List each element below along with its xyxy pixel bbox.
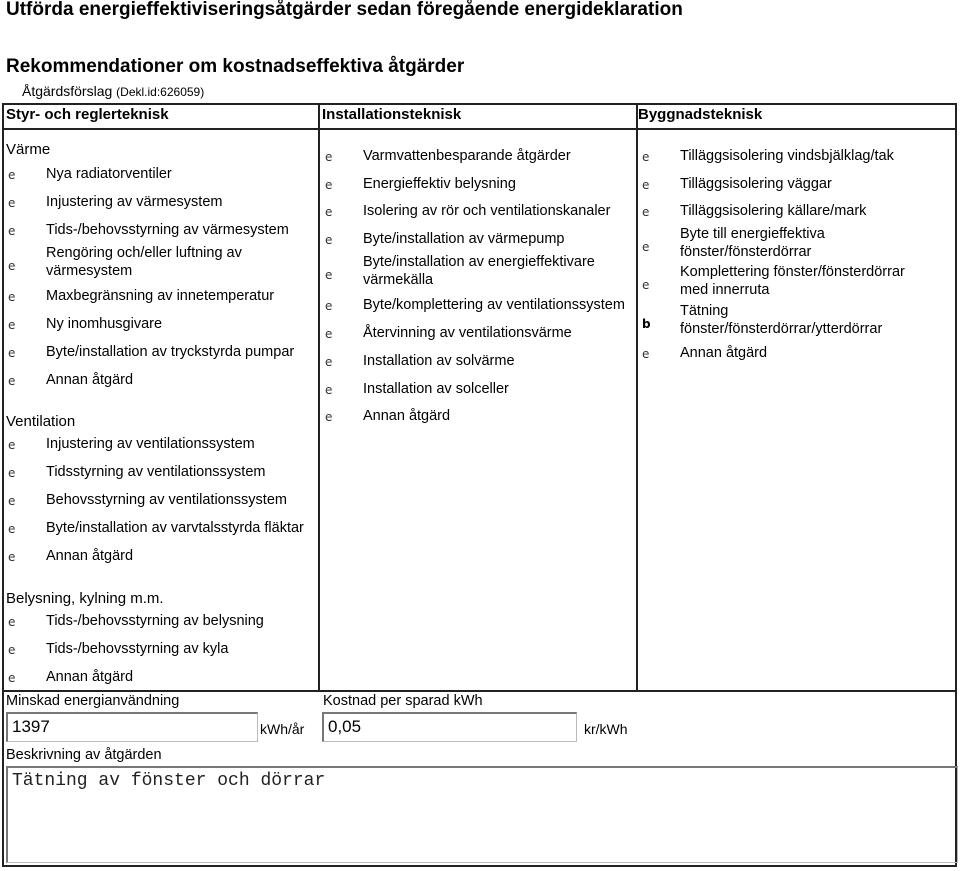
checkbox-icon[interactable]: e xyxy=(325,327,333,341)
checkbox-icon[interactable]: e xyxy=(8,224,16,238)
checkbox-icon[interactable]: e xyxy=(8,438,16,452)
checkbox-icon[interactable]: e xyxy=(8,522,16,536)
checkbox-icon[interactable]: e xyxy=(8,671,16,685)
checkbox-icon[interactable]: e xyxy=(325,355,333,369)
checkbox-icon[interactable]: e xyxy=(8,643,16,657)
reduced-energy-field[interactable]: 1397 xyxy=(6,712,258,742)
fields-divider xyxy=(2,690,957,692)
checkbox-icon[interactable]: e xyxy=(325,150,333,164)
checkbox-icon[interactable]: e xyxy=(325,233,333,247)
reduced-energy-unit: kWh/år xyxy=(260,721,305,737)
checkbox-icon[interactable]: e xyxy=(8,550,16,564)
proposal-heading xyxy=(22,83,204,99)
column-header-control: Styr- och reglerteknisk xyxy=(6,106,169,123)
checkbox-icon[interactable]: e xyxy=(8,196,16,210)
checkbox-icon[interactable]: e xyxy=(642,205,650,219)
header-divider xyxy=(2,128,957,130)
description-textarea[interactable]: Tätning av fönster och dörrar xyxy=(6,766,958,863)
checkbox-icon[interactable]: e xyxy=(642,278,650,292)
checkbox-icon[interactable]: e xyxy=(325,299,333,313)
checked-checkbox-icon[interactable]: b xyxy=(642,317,651,331)
checkbox-icon[interactable]: e xyxy=(8,374,16,388)
checkbox-icon[interactable]: e xyxy=(642,178,650,192)
checkbox-icon[interactable]: e xyxy=(325,410,333,424)
checkbox-icon[interactable]: e xyxy=(642,240,650,254)
page-title: Utförda energieffektiviseringsåtgärder sedan föregående energideklaration xyxy=(6,0,683,20)
checkbox-icon[interactable]: e xyxy=(8,318,16,332)
description-label: Beskrivning av åtgärden xyxy=(6,747,162,763)
section-lighting: Belysning, kylning m.m. xyxy=(6,590,164,607)
checkbox-icon[interactable]: e xyxy=(8,494,16,508)
checkbox-icon[interactable]: e xyxy=(8,168,16,182)
section-heating: Värme xyxy=(6,141,51,158)
column-header-building: Byggnadsteknisk xyxy=(638,106,763,123)
cost-per-kwh-label: Kostnad per sparad kWh xyxy=(323,693,483,709)
checkbox-icon[interactable]: e xyxy=(8,615,16,629)
column-header-installation: Installationsteknisk xyxy=(322,106,462,123)
column-divider-2 xyxy=(636,103,638,691)
cost-per-kwh-field[interactable]: 0,05 xyxy=(322,712,577,742)
checkbox-icon[interactable]: e xyxy=(325,205,333,219)
column-divider-1 xyxy=(318,103,320,691)
reduced-energy-label: Minskad energianvändning xyxy=(6,693,180,709)
proposal-label: Åtgärdsförslag xyxy=(22,83,113,99)
checkbox-icon[interactable]: e xyxy=(8,466,16,480)
checkbox-icon[interactable]: e xyxy=(325,178,333,192)
section-title: Rekommendationer om kostnadseffektiva åtgärder xyxy=(6,56,465,77)
checkbox-icon[interactable]: e xyxy=(642,150,650,164)
section-ventilation: Ventilation xyxy=(6,413,76,430)
checkbox-icon[interactable]: e xyxy=(8,346,16,360)
dekl-id: (Dekl.id:626059) xyxy=(116,85,205,99)
checkbox-icon[interactable]: e xyxy=(325,383,333,397)
checkbox-icon[interactable]: e xyxy=(8,259,16,273)
checkbox-icon[interactable]: e xyxy=(642,347,650,361)
cost-per-kwh-unit: kr/kWh xyxy=(584,721,628,737)
checkbox-icon[interactable]: e xyxy=(325,268,333,282)
checkbox-icon[interactable]: e xyxy=(8,290,16,304)
